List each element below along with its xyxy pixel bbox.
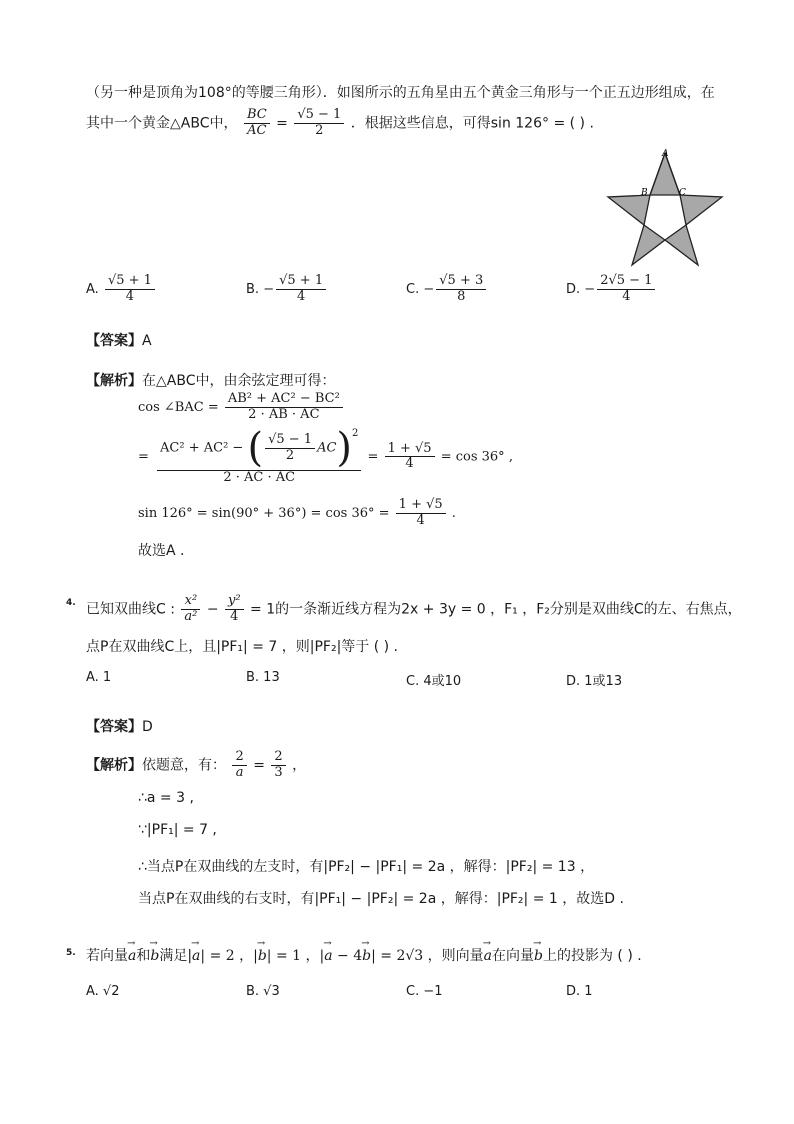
q5-option-a[interactable]: A. √2 [86,984,120,999]
q4-step2: ∵|PF₁| = 7 , [138,822,217,838]
step3-formula: sin 126° = sin(90° + 36°) = cos 36° = $\frac{1 + √5}{4}$ . [138,497,456,528]
q4-answer: 【答案】D [86,719,153,735]
ratio-value-den: 2 [294,123,344,139]
q3-line2-prefix: 其中一个黄金△ABC中， [86,115,238,132]
ratio-den: AC [244,123,270,139]
q3-option-b[interactable]: B. − $\frac{√5 + 1}{4}$ [246,274,328,305]
q4-option-a[interactable]: A. 1 [86,670,112,685]
answer-value: A [142,333,152,349]
q4-line2: 点P在双曲线C上，且|PF₁| = 7 ，则|PF₂|等于 ( ) . [86,639,399,655]
q5-number: 5. [66,948,76,958]
ratio-fraction [244,108,270,139]
q3-line2: 其中一个黄金△ABC中， $\frac{BC}{AC}$ = $\frac{√5 - 1}{2}$ ．根据这些信息，可得sin 126° = ( ) . [86,107,594,138]
q3-option-a[interactable]: A. $\frac{√5 + 1}{4}$ [86,274,157,305]
q3-conclusion: 故选A . [138,543,185,559]
q4-option-b[interactable]: B. 13 [246,670,280,685]
pentagram-figure [600,145,730,273]
q4-option-c[interactable]: C. 4或10 [406,674,462,689]
q5-stem: 若向量→ a和→ b满足|→ a| = 2 ，|→ b| = 1 ，|→ a − 4→ b| = 2√3 ，则向量→ a在向量→ b上的投影为 ( ) . [86,942,642,965]
vector-b: → b [150,942,159,964]
q3-option-c[interactable]: C. − $\frac{√5 + 3}{8}$ [406,274,488,305]
q4-line1: 已知双曲线C : $\frac{\text{x²}}{\text{a²}}$ − $\frac{\text{y²}}{4}$ = 1的一条渐近线方程为2x + 3y = 0 ，F₁ ，F₂分别是双曲线C的左、右焦点， [86,593,742,624]
q3-analysis-intro: 【解析】在△ABC中，由余弦定理可得： [86,373,336,389]
q5-option-c[interactable]: C. −1 [406,984,443,999]
q4-number: 4. [66,598,76,608]
q4-step4: 当点P在双曲线的右支时，有|PF₁| − |PF₂| = 2a ，解得：|PF₂| = 1 ，故选D . [138,891,624,907]
star-label-b: B [641,188,648,198]
q3-answer [86,330,152,350]
q3-line2-suffix: ．根据这些信息，可得sin 126° = ( ) . [350,115,594,132]
q4-step1: ∴a = 3 , [138,790,194,806]
step2-formula: = AC² + AC² − ( $\frac{√5 - 1}{2}$ AC)$^2$ 2 · AC · AC = $\frac{1 + √5}{4}$ = cos 36° , [138,425,513,485]
vector-a: → a [128,942,136,964]
ratio-num: BC [246,107,267,122]
star-label-a: A [662,149,669,159]
q4-option-d[interactable]: D. 1或13 [566,674,623,689]
q3-option-d[interactable]: D. − $\frac{2√5 - 1}{4}$ [566,274,657,305]
star-label-c: C [679,188,686,198]
answer-tag: 【答案】 [86,333,142,349]
cos-law-formula: cos ∠BAC = $\frac{\text{AB² + AC² − BC²}}{2 \cdot AB \cdot AC}$ [138,392,345,423]
q4-analysis: 【解析】依题意，有： $\frac{2}{a}$ = $\frac{2}{3}$ ， [86,749,307,780]
ratio-value-fraction [294,108,344,139]
q3-line1: （另一种是顶角为108°的等腰三角形）．如图所示的五角星由五个黄金三角形与一个正五边形组成，在 [86,85,715,101]
q5-option-b[interactable]: B. √3 [246,984,280,999]
ratio-value-num: √5 − 1 [297,107,342,122]
q4-step3: ∴当点P在双曲线的左支时，有|PF₂| − |PF₁| = 2a ，解得：|PF₂| = 13 ， [138,859,595,875]
q5-option-d[interactable]: D. 1 [566,984,593,999]
